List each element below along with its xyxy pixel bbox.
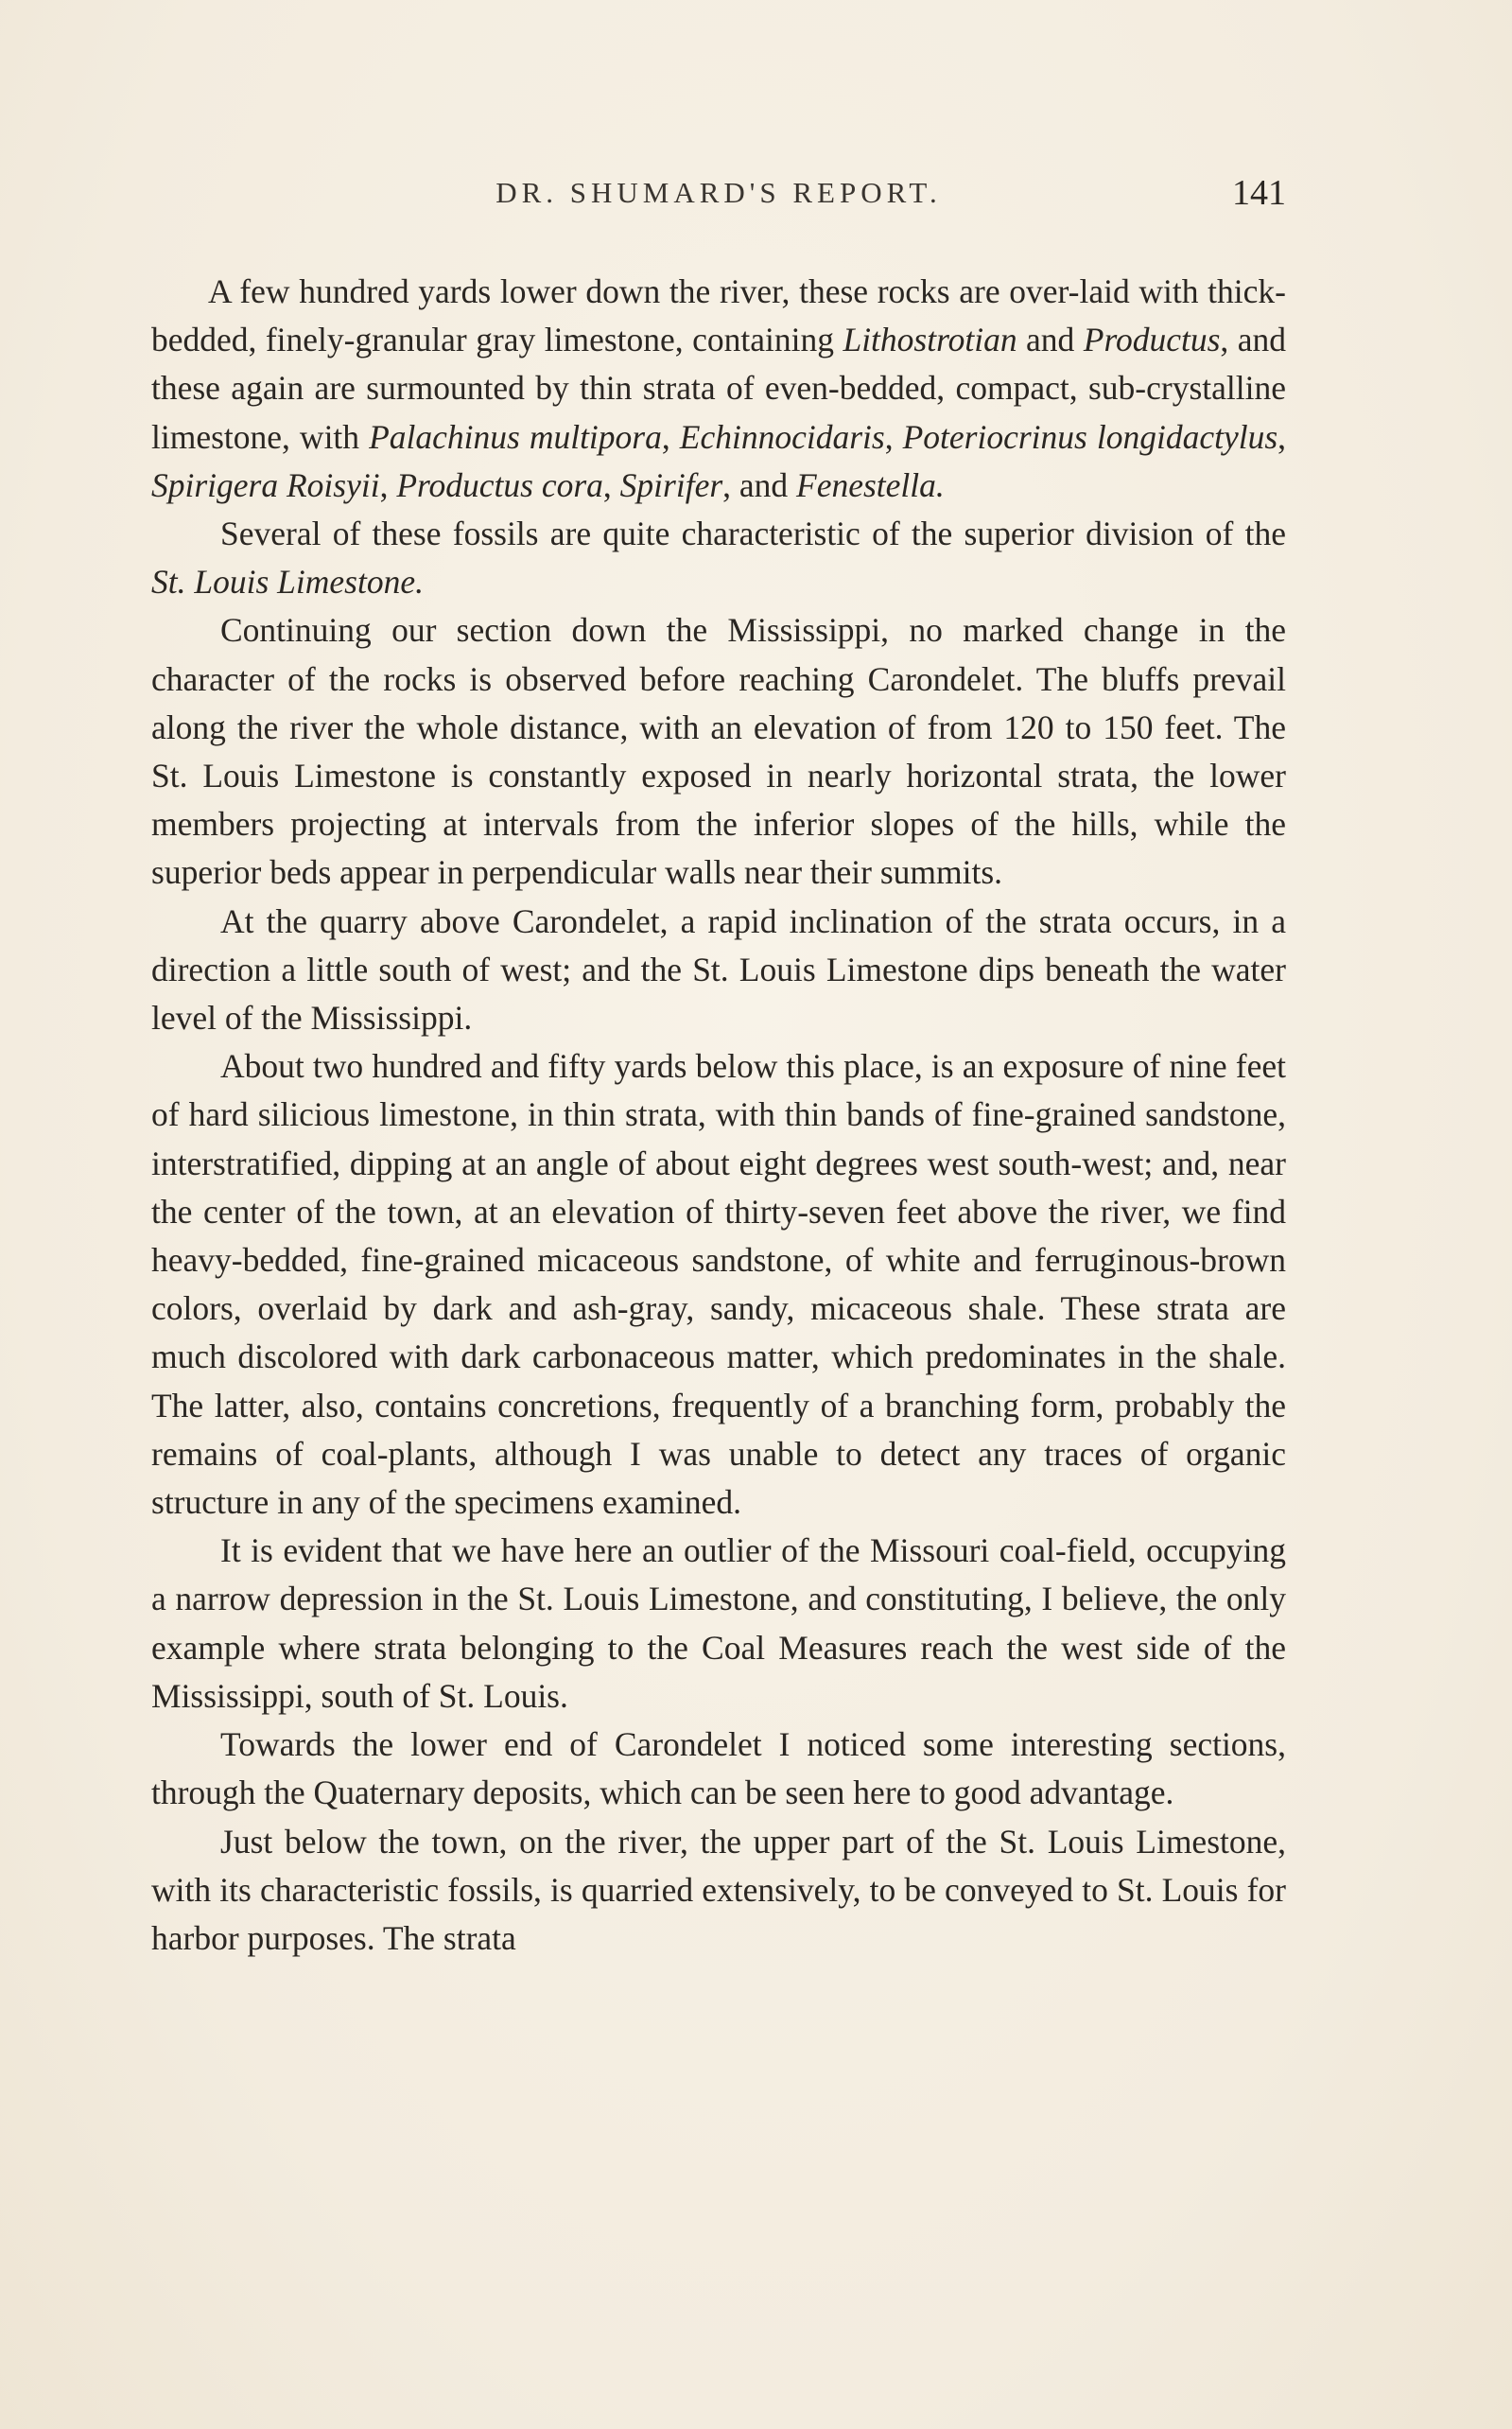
text-run: About two hundred and fifty yards below this place, is an exposure of nine feet of hard silicious limestone, in thin strata, with thin bands of fine-grained sandstone, interstratified, dipping at an angle of about eight degrees west south-west; and, near the center of the town, at an elevation of thirty-seven feet above the river, we find heavy-bedded, fine-grained micaceous sandstone, of white and ferruginous-brown colors, overlaid by dark and ash-gray, sandy, micaceous shale. These strata are much discolored with dark carbonaceous matter, which predominates in the shale. The latter, also, contains concretions, frequently of a branching form, probably the remains of coal-plants, although I was unable to detect any traces of organic structure in any of the specimens examined. <box>151 1047 1286 1522</box>
text-run: , <box>1277 417 1287 456</box>
paragraph <box>151 1042 1286 1527</box>
species-name: Productus <box>1083 321 1221 359</box>
text-run: Just below the town, on the river, the upper part of the St. Louis Limestone, with its characteristic fossils, is quarried extensively, to be conveyed to St. Louis for harbor purposes. The strata <box>151 1822 1286 1957</box>
text-run: and <box>1017 321 1084 359</box>
species-name: Poteriocrinus longidactylus <box>902 417 1278 456</box>
text-run: , and <box>722 465 797 504</box>
text-run: , and these again are surmounted by thin strata of even-bedded, compact, sub-crystalline limestone, with <box>151 321 1286 456</box>
species-name: St. Louis Limestone. <box>151 563 424 602</box>
text-run: , <box>379 465 397 504</box>
text-run: It is evident that we have here an outlier of the Missouri coal-field, occupying a narrow depression in the St. Louis Limestone, and constituting, I believe, the only example where strata belonging to the Coal Measures reach the west side of the Mississippi, south of St. Louis. <box>151 1531 1286 1715</box>
paragraph <box>151 1721 1286 1817</box>
text-run: A few hundred yards lower down the river, these rocks are over-laid with thick-bedded, finely-granular gray limestone, containing <box>151 272 1286 359</box>
species-name: Palachinus multipora <box>369 417 662 456</box>
text-run: Several of these fossils are quite characteristic of the superior division of the <box>220 515 1286 553</box>
species-name: Echinnocidaris <box>679 417 885 456</box>
species-name: Productus cora <box>396 465 603 504</box>
paragraph <box>151 606 1286 897</box>
paragraph <box>151 898 1286 1043</box>
page-header <box>151 168 1286 225</box>
page-number: 141 <box>1232 173 1286 213</box>
species-name: Spirifer <box>619 465 723 504</box>
paragraph <box>151 1527 1286 1721</box>
text-run: Towards the lower end of Carondelet I noticed some interesting sections, through the Quaternary deposits, which can be seen here to good advantage. <box>151 1725 1286 1812</box>
text-run: , <box>661 417 680 456</box>
text-run: At the quarry above Carondelet, a rapid inclination of the strata occurs, in a direction a little south of west; and the St. Louis Limestone dips beneath the water level of the Mississippi. <box>151 901 1286 1038</box>
species-name: Fenestella. <box>796 465 945 504</box>
paragraph <box>151 268 1286 510</box>
text-run: , <box>884 417 903 456</box>
body-text <box>151 268 1286 1963</box>
paragraph <box>151 510 1286 606</box>
species-name: Lithostrotian <box>843 321 1017 359</box>
species-name: Spirigera Roisyii <box>151 465 380 504</box>
text-run: Continuing our section down the Mississippi, no marked change in the character of the rocks is observed before reaching Carondelet. The bluffs prevail along the river the whole distance, with an elevation of from 120 to 150 feet. The St. Louis Limestone is constantly exposed in nearly horizontal strata, the lower members projecting at intervals from the inferior slopes of the hills, while the superior beds appear in perpendicular walls near their summits. <box>151 611 1286 892</box>
paragraph <box>151 1818 1286 1964</box>
text-run: , <box>602 465 620 504</box>
running-head: DR. SHUMARD'S REPORT. <box>495 176 942 209</box>
